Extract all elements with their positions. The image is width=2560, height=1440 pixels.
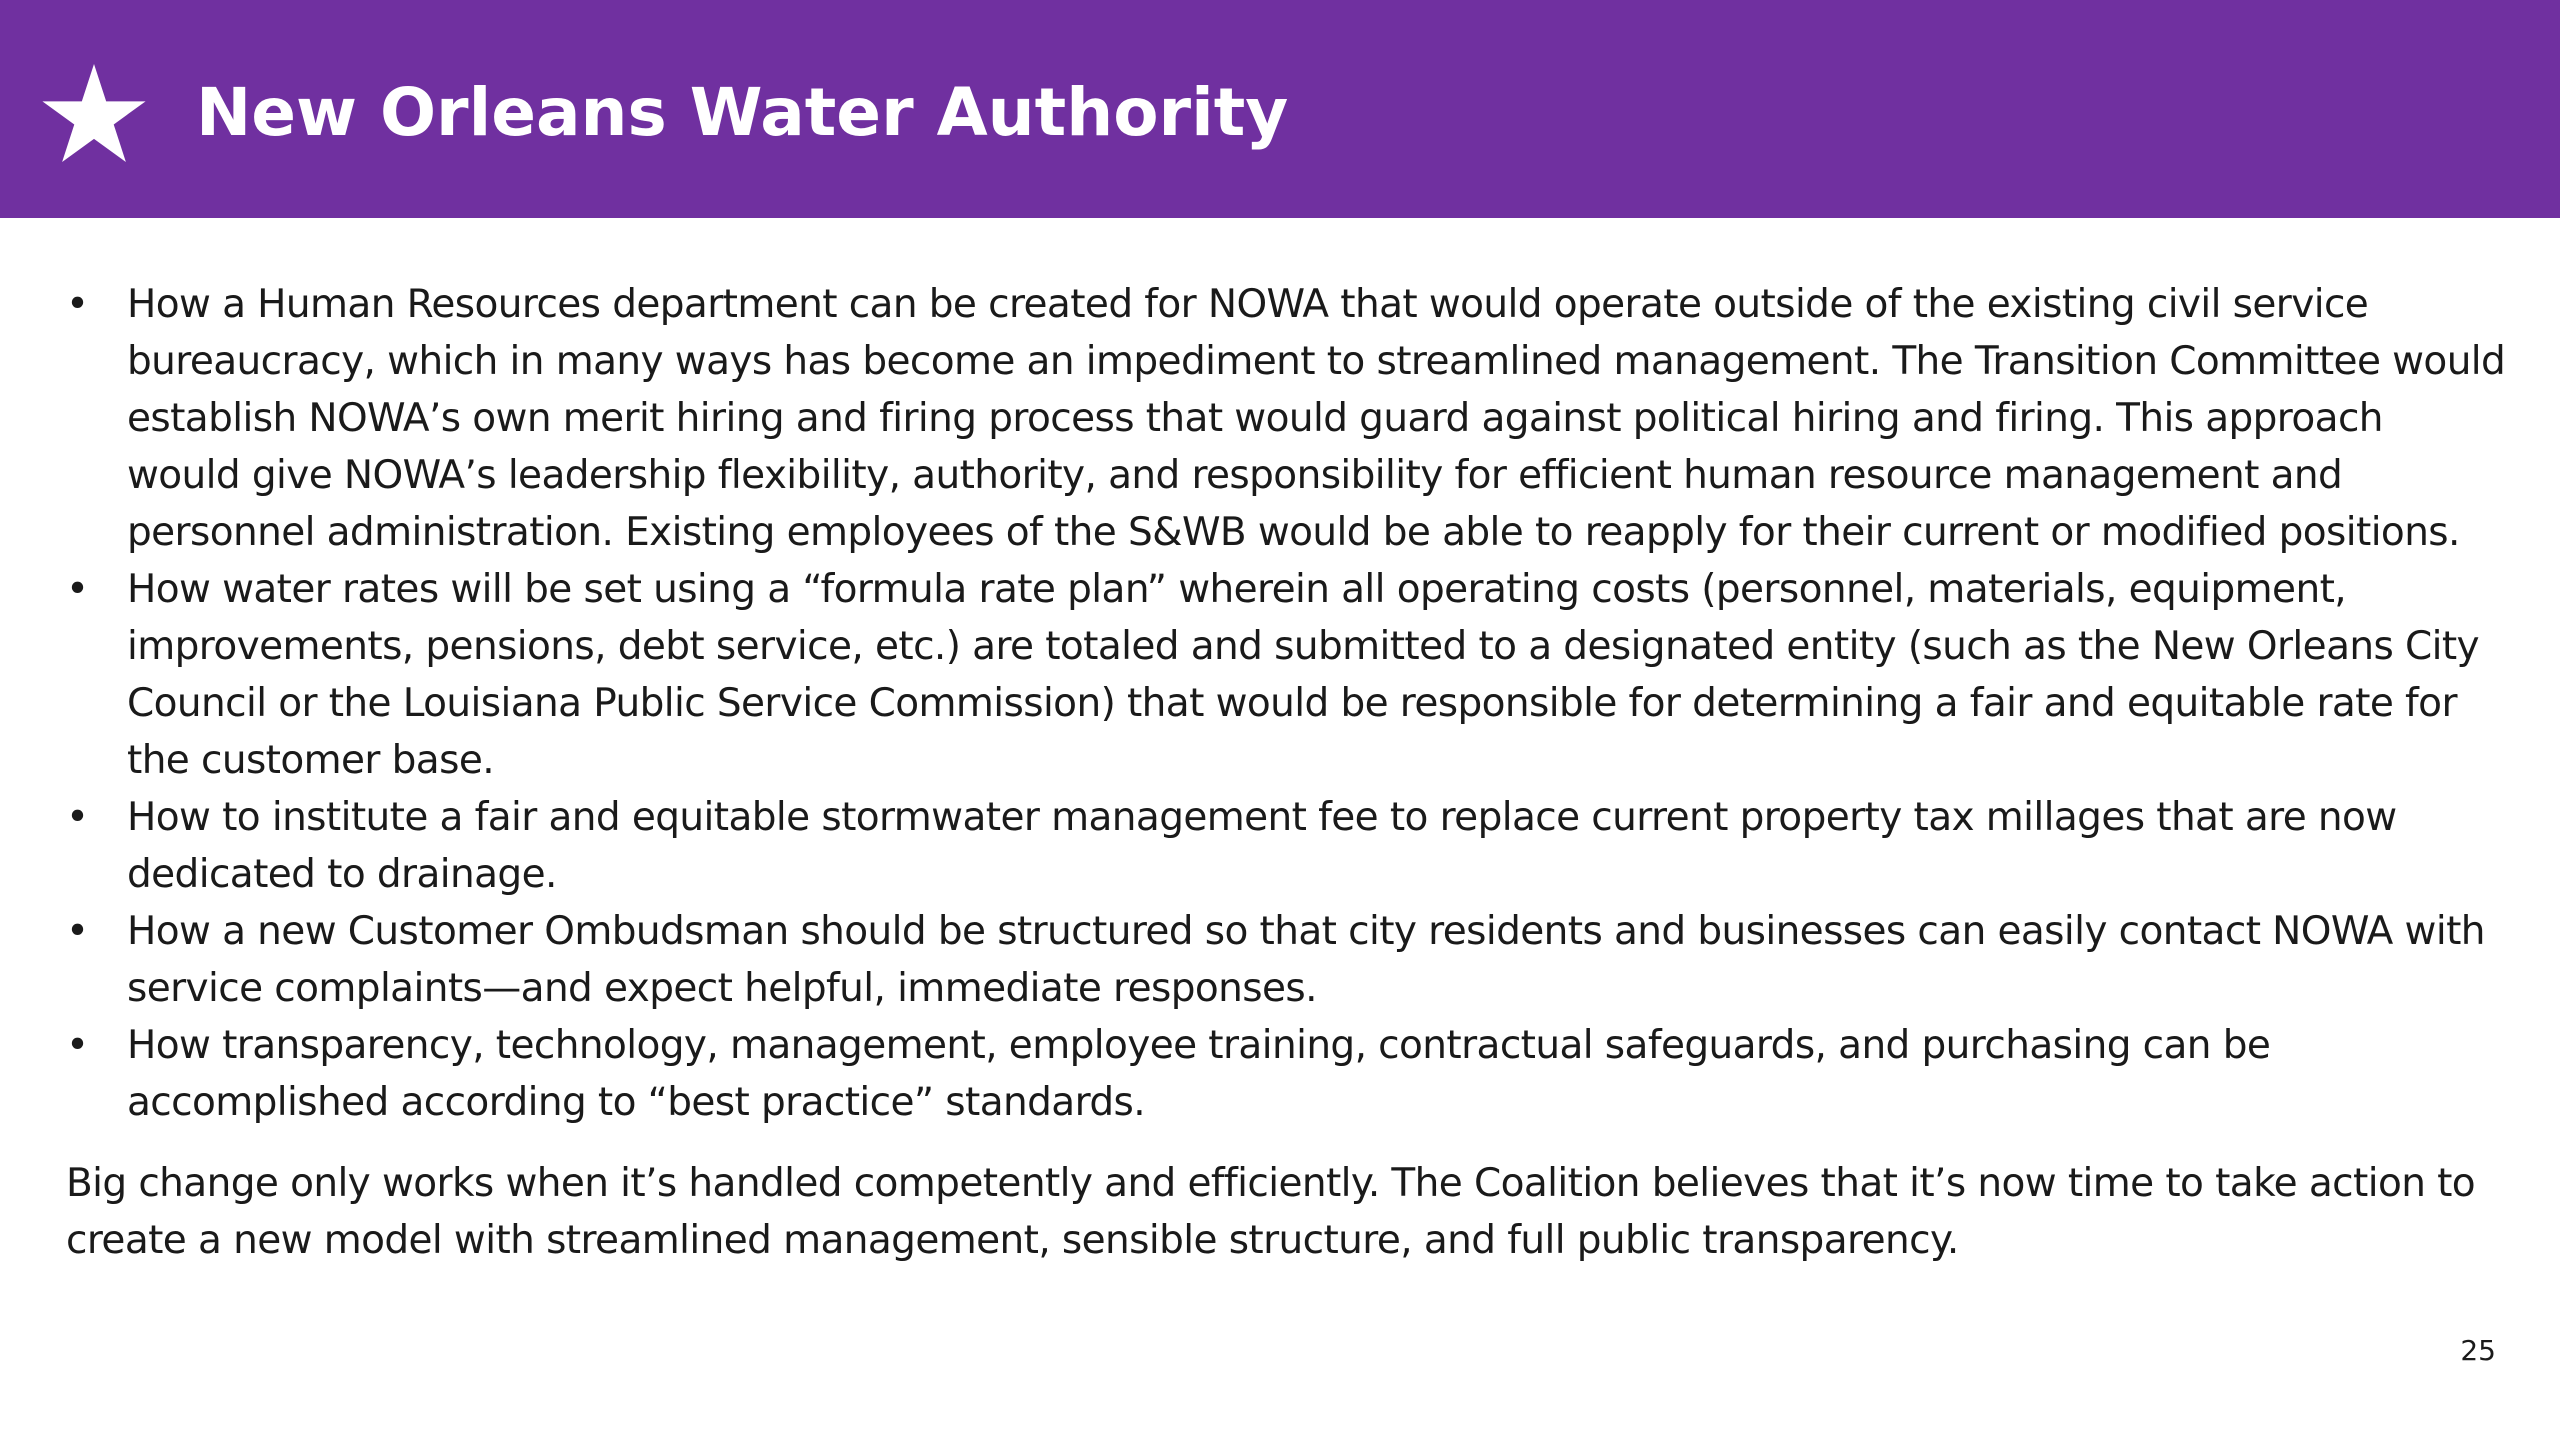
bullet-marker: • <box>66 1023 89 1068</box>
closing-paragraph: Big change only works when it’s handled competently and efficiently. The Coalition believes that it’s now time to take action to create a new model with streamlined management, sensible structure, and full public transparency. <box>66 1161 2476 1263</box>
bullet-list <box>66 276 2506 1131</box>
list-item <box>66 903 2506 1017</box>
header-bar <box>0 0 2560 218</box>
slide-content <box>66 276 2506 1308</box>
list-item <box>66 561 2506 789</box>
page-title: New Orleans Water Authority <box>196 74 1289 151</box>
bullet-marker: • <box>66 909 89 954</box>
bullet-marker: • <box>66 567 89 612</box>
list-item <box>66 1017 2506 1131</box>
list-item <box>66 276 2506 561</box>
bullet-marker: • <box>66 795 89 840</box>
star-icon <box>40 64 148 162</box>
list-item-text: How a new Customer Ombudsman should be structured so that city residents and businesses can easily contact NOWA with service complaints—and expect helpful, immediate responses. <box>127 909 2485 1011</box>
page-number: 25 <box>2460 1334 2496 1367</box>
bullet-marker: • <box>66 282 89 327</box>
list-item-text: How water rates will be set using a “formula rate plan” wherein all operating costs (personnel, materials, equipment, improvements, pensions, debt service, etc.) are totaled and submitted to a designated entity (such as the New Orleans City Council or the Louisiana Public Service Commission) that would be responsible for determining a fair and equitable rate for the customer base. <box>127 567 2480 783</box>
list-item-text: How a Human Resources department can be created for NOWA that would operate outside of the existing civil service bureaucracy, which in many ways has become an impediment to streamlined management. The Transition Committee would establish NOWA’s own merit hiring and firing process that would guard against political hiring and firing. This approach would give NOWA’s leadership flexibility, authority, and responsibility for efficient human resource management and personnel administration. Existing employees of the S&WB would be able to reapply for their current or modified positions. <box>127 282 2506 555</box>
list-item-text: How to institute a fair and equitable stormwater management fee to replace current property tax millages that are now dedicated to drainage. <box>127 795 2397 897</box>
list-item <box>66 789 2506 903</box>
list-item-text: How transparency, technology, management, employee training, contractual safeguards, and purchasing can be accomplished according to “best practice” standards. <box>127 1023 2271 1125</box>
